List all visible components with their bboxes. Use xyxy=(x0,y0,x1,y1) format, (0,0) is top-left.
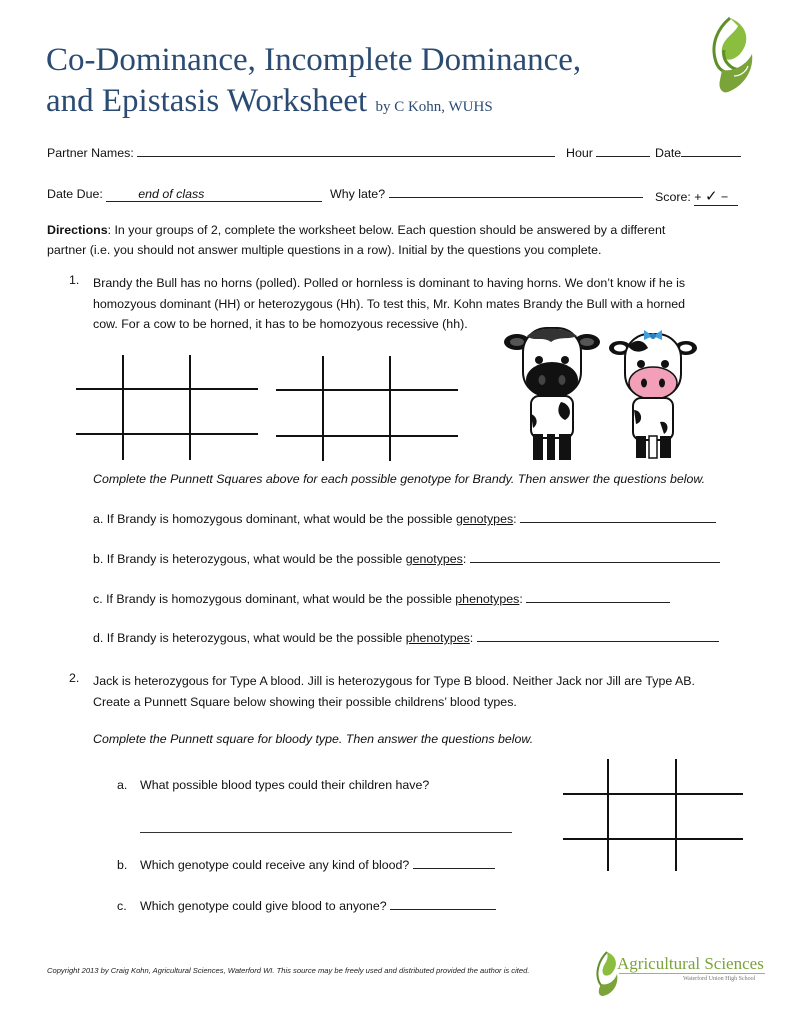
leaf-small-icon xyxy=(593,950,619,998)
q1-d-answer-field[interactable] xyxy=(477,641,719,642)
punnett-square-2[interactable] xyxy=(276,356,458,461)
date-field[interactable] xyxy=(681,156,741,157)
q1-instruction: Complete the Punnett Squares above for each possible genotype for Brandy. Then answer the questions below. xyxy=(93,472,706,486)
q1-b-key: genotypes xyxy=(405,552,463,566)
leaf-logo-icon xyxy=(700,14,760,98)
directions-text-1: : In your groups of 2, complete the worksheet below. Each question should be answered by a different xyxy=(107,223,666,237)
q1-a-colon: : xyxy=(513,512,517,526)
late-reason-field[interactable] xyxy=(389,197,643,198)
hour-row xyxy=(566,146,650,160)
q1-line-2: homozyous dominant (HH) or heterozygous (Hh). To test this, Mr. Kohn mates Brandy the Bull with a horned xyxy=(93,296,686,311)
q1-line-3: cow. For a cow to be horned, it has to be homozyous recessive (hh). xyxy=(93,317,468,331)
q1-d-colon: : xyxy=(469,631,474,645)
q1-b xyxy=(93,552,720,566)
q1-b-answer-field[interactable] xyxy=(470,562,720,563)
q2-line-1: Jack is heterozygous for Type A blood. Jill is heterozygous for Type B blood. Neither Jack nor Jill are Type AB. xyxy=(93,674,695,688)
score-minus: − xyxy=(721,190,729,204)
copyright-notice: Copyright 2013 by Craig Kohn, Agricultural Sciences, Waterford WI. This source may be freely used and distributed provided the author is cited. xyxy=(47,966,530,975)
q1-c-answer-field[interactable] xyxy=(526,602,670,603)
q2-c xyxy=(140,899,496,913)
q2-c-text: Which genotype could give blood to anyone? xyxy=(140,899,387,913)
score-label: Score: xyxy=(655,190,691,204)
q1-d-text: d. If Brandy is heterozygous, what would be the possible xyxy=(93,631,406,645)
q1-d xyxy=(93,631,719,645)
due-value: end of class xyxy=(138,187,205,201)
punnett-square-1[interactable] xyxy=(76,355,258,460)
bull-illustration xyxy=(503,324,601,462)
punnett-square-blood[interactable] xyxy=(563,759,743,871)
logo-divider xyxy=(619,973,765,974)
directions xyxy=(47,220,665,260)
due-field xyxy=(106,187,322,202)
q1-c-colon: : xyxy=(519,592,523,606)
q1-b-colon: : xyxy=(462,552,467,566)
partner-label: Partner Names: xyxy=(47,146,134,160)
score-check: ✓ xyxy=(704,188,718,205)
q2-c-label: c. xyxy=(117,899,127,913)
q1-a xyxy=(93,512,716,526)
q1-number: 1. xyxy=(69,273,80,287)
q1-a-answer-field[interactable] xyxy=(520,522,716,523)
q2-c-answer-field[interactable] xyxy=(390,909,496,910)
partner-row xyxy=(47,146,555,160)
title-line-1: Co-Dominance, Incomplete Dominance, xyxy=(46,42,582,78)
q1-d-key: phenotypes xyxy=(405,631,470,645)
q1-c xyxy=(93,592,670,606)
q2-b xyxy=(140,858,495,872)
q2-b-text: Which genotype could receive any kind of blood? xyxy=(140,858,410,872)
directions-text-2: partner (i.e. you should not answer multiple questions in a row). Initial by the questions you complete. xyxy=(47,243,602,257)
q1-b-text: b. If Brandy is heterozygous, what would be the possible xyxy=(93,552,406,566)
late-label: Why late? xyxy=(330,187,386,201)
hour-label: Hour xyxy=(566,146,593,160)
worksheet-title xyxy=(46,40,581,128)
title-line-2: and Epistasis Worksheet xyxy=(46,83,368,119)
ag-sciences-logo-text: Agricultural Sciences xyxy=(617,954,764,973)
q1-c-key: phenotypes xyxy=(455,592,520,606)
directions-label: Directions xyxy=(47,223,108,237)
score-field xyxy=(694,187,738,206)
hour-field[interactable] xyxy=(596,156,650,157)
score-plus: + xyxy=(694,190,702,204)
due-row xyxy=(47,187,322,202)
q1-line-1: Brandy the Bull has no horns (polled). Polled or hornless is dominant to having horns. We don’t know if he is xyxy=(93,276,686,290)
date-row xyxy=(655,146,741,160)
q2-a-answer-field[interactable] xyxy=(140,832,512,833)
q2-line-2: Create a Punnett Square below showing their possible childrens’ blood types. xyxy=(93,694,517,709)
q2-number: 2. xyxy=(69,671,80,685)
due-label: Date Due: xyxy=(47,187,103,201)
ag-sciences-logo xyxy=(593,950,773,1000)
q1-c-text: c. If Brandy is homozygous dominant, what would be the possible xyxy=(93,592,456,606)
partner-names-field[interactable] xyxy=(137,156,555,157)
q2-instruction: Complete the Punnett square for bloody type. Then answer the questions below. xyxy=(93,732,534,746)
q2-b-answer-field[interactable] xyxy=(413,868,495,869)
q2-a-text: What possible blood types could their children have? xyxy=(140,778,430,792)
school-name: Waterford Union High School xyxy=(683,976,756,982)
date-label: Date xyxy=(655,146,682,160)
q1-a-key: genotypes xyxy=(455,512,514,526)
cow-illustration xyxy=(608,326,698,462)
score-row xyxy=(655,187,738,206)
q2-a-label: a. xyxy=(117,778,128,792)
q2-text xyxy=(93,671,695,712)
q2-b-label: b. xyxy=(117,858,128,872)
byline: by C Kohn, WUHS xyxy=(375,99,493,115)
q1-a-text: a. If Brandy is homozygous dominant, what would be the possible xyxy=(93,512,456,526)
late-row xyxy=(330,187,643,201)
